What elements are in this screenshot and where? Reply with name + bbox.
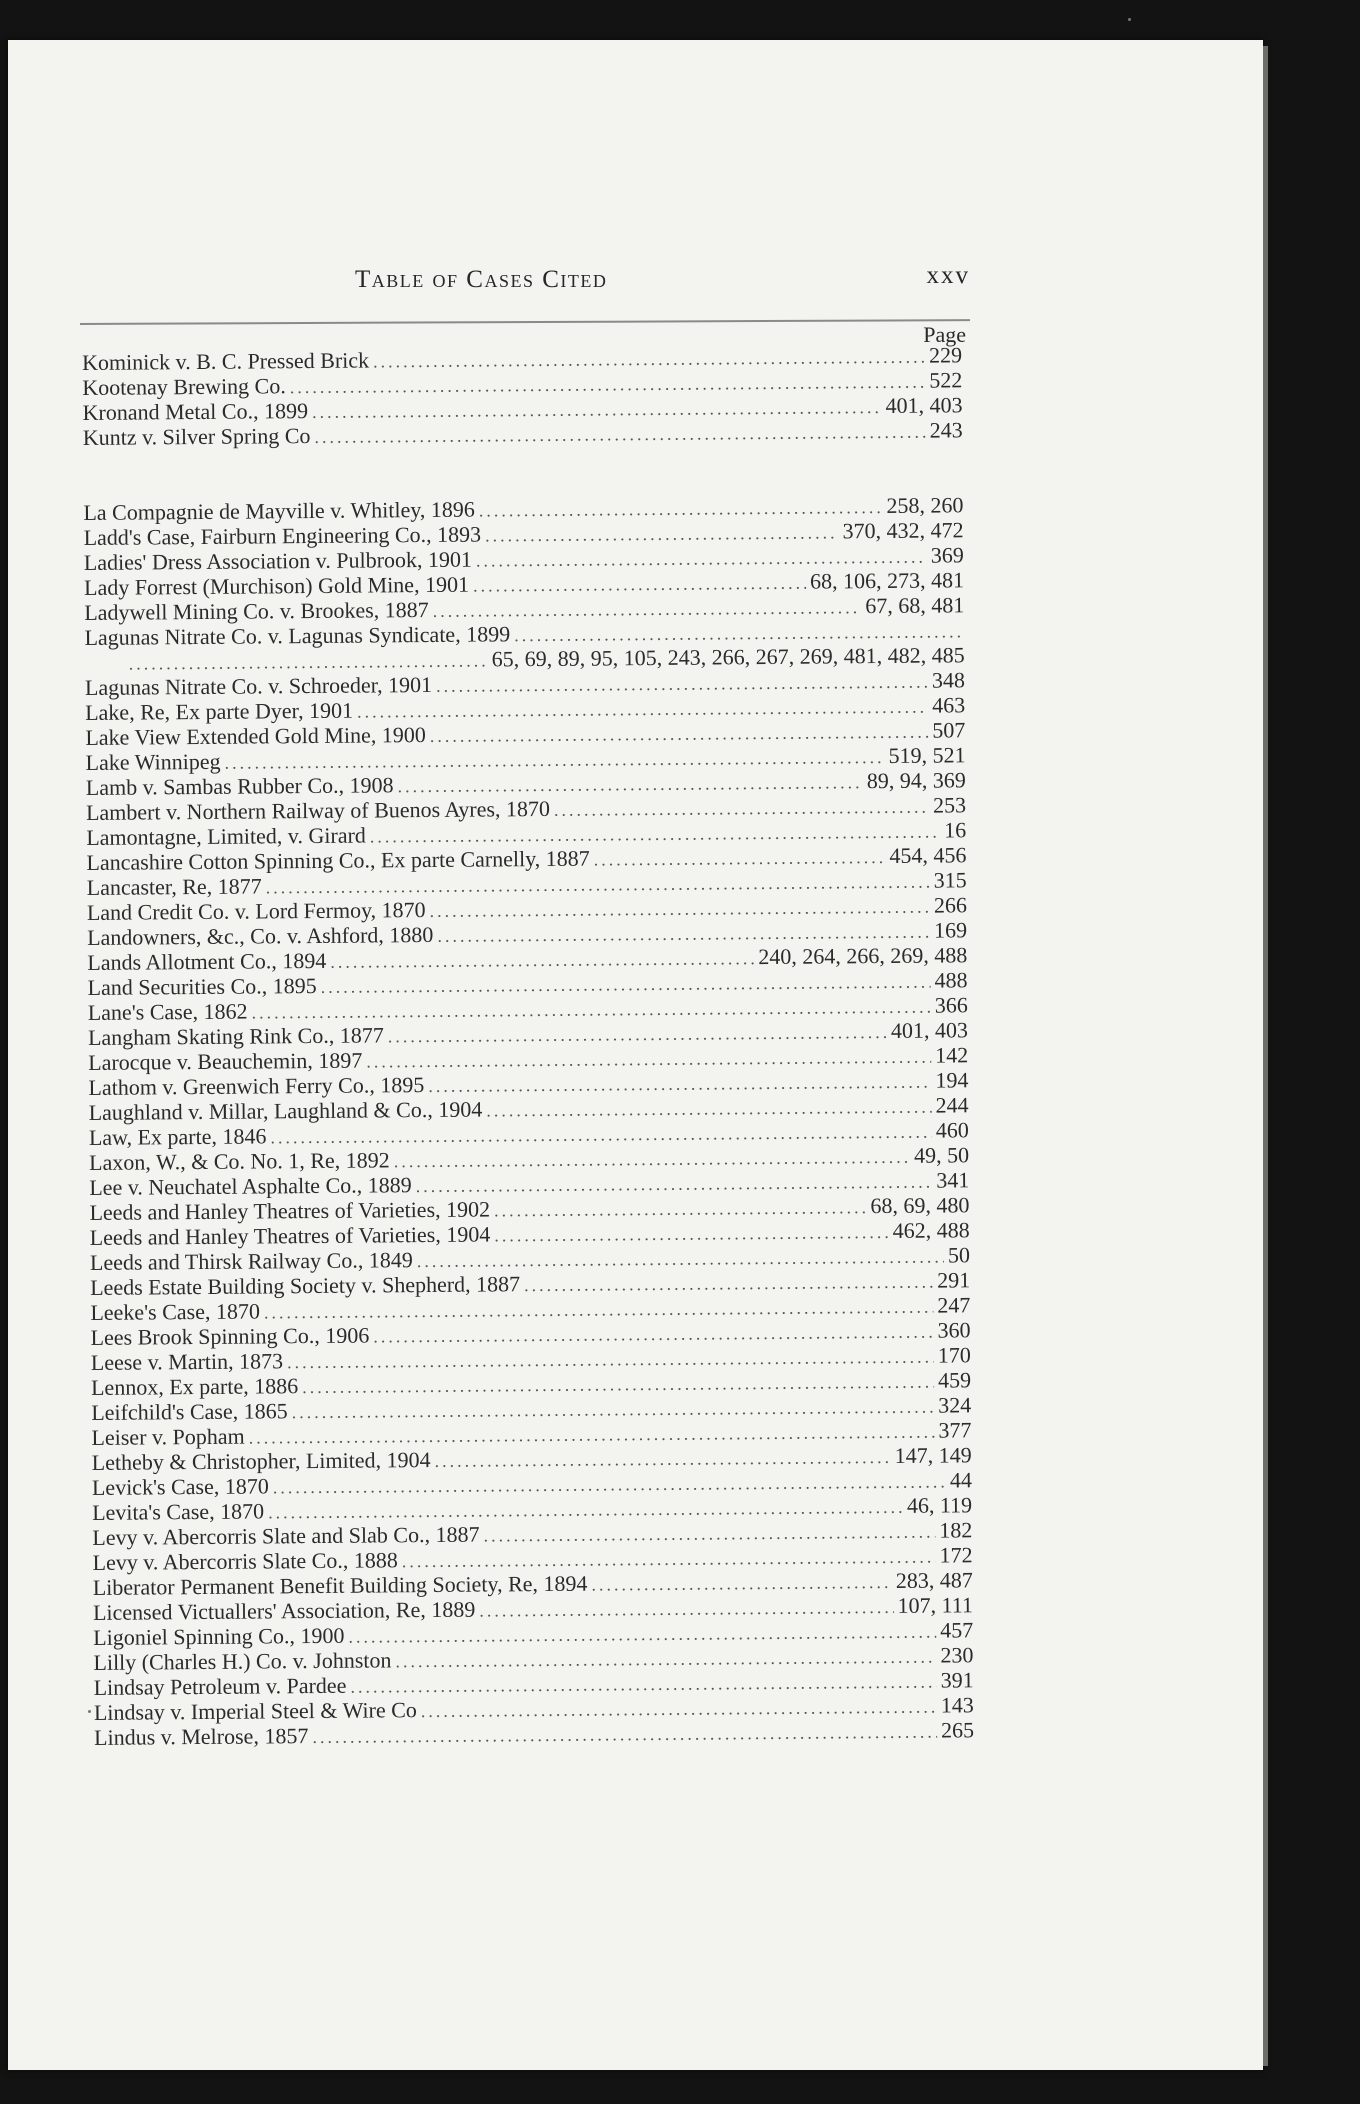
case-pages: 44 [949, 1467, 973, 1493]
case-pages: 147, 149 [894, 1442, 972, 1468]
dot-leader [314, 420, 925, 450]
case-name: Ligoniel Spinning Co., 1900 [93, 1622, 345, 1650]
case-name: Lennox, Ex parte, 1886 [90, 1373, 299, 1400]
dot-leader [494, 1220, 889, 1248]
case-pages: 170 [937, 1342, 971, 1368]
case-pages: 247 [937, 1292, 971, 1318]
case-pages: 463 [932, 692, 966, 718]
case-name: Kronand Metal Co., 1899 [82, 398, 309, 425]
case-pages: 348 [931, 667, 966, 693]
case-pages: 366 [934, 992, 968, 1018]
case-name: Lindus v. Melrose, 1857 [93, 1723, 309, 1750]
case-pages: 229 [928, 342, 963, 368]
case-name: Lane's Case, 1862 [87, 998, 248, 1025]
case-pages: 143 [940, 1692, 974, 1718]
case-name: Leeke's Case, 1870 [90, 1298, 261, 1325]
case-name: Lake Winnipeg [85, 748, 221, 775]
case-name: Lancashire Cotton Spinning Co., Ex parte Carnelly, 1887 [86, 845, 590, 875]
case-pages: 49, 50 [913, 1142, 970, 1168]
case-pages: 68, 69, 480 [870, 1192, 970, 1219]
case-name: Leifchild's Case, 1865 [91, 1398, 288, 1425]
case-name: Larocque v. Beauchemin, 1897 [88, 1047, 363, 1075]
case-name: Lathom v. Greenwich Ferry Co., 1895 [88, 1072, 425, 1100]
case-name: Lamontagne, Limited, v. Girard [86, 822, 366, 850]
case-pages: 172 [939, 1542, 973, 1568]
case-name: Langham Skating Rink Co., 1877 [87, 1022, 384, 1050]
case-name: Licensed Victuallers' Association, Re, 1889 [92, 1596, 476, 1625]
case-pages: 488 [934, 967, 968, 993]
entries-group-k [82, 342, 963, 450]
case-pages: 169 [933, 917, 968, 943]
case-pages: 401, 403 [890, 1017, 969, 1043]
case-name: Levy v. Abercorris Slate and Slab Co., 1887 [92, 1521, 480, 1550]
dot-leader [494, 1195, 867, 1223]
case-name: Land Securities Co., 1895 [87, 972, 317, 1000]
case-pages: 401, 403 [885, 392, 963, 418]
case-pages: 315 [933, 867, 967, 893]
case-pages: 370, 432, 472 [842, 517, 964, 544]
section-gap [83, 442, 963, 500]
case-name: Levita's Case, 1870 [92, 1498, 265, 1525]
case-name: Lady Forrest (Murchison) Gold Mine, 1901 [83, 571, 470, 600]
case-name: Lees Brook Spinning Co., 1906 [90, 1322, 370, 1350]
case-name: Land Credit Co. v. Lord Fermoy, 1870 [86, 897, 426, 925]
case-pages: 291 [937, 1267, 971, 1293]
case-pages: 391 [940, 1667, 974, 1693]
case-pages: 240, 264, 266, 269, 488 [758, 942, 968, 970]
case-name: Leeds Estate Building Society v. Shepherd, 1887 [90, 1271, 521, 1300]
case-pages: 258, 260 [886, 492, 964, 518]
dot-leader [433, 595, 862, 624]
case-name: Leese v. Martin, 1873 [90, 1348, 284, 1375]
case-name: Leiser v. Popham [91, 1423, 245, 1450]
dot-leader [486, 1095, 932, 1124]
scan-speck [88, 1710, 91, 1713]
case-pages: 360 [937, 1317, 971, 1343]
case-pages: 377 [938, 1417, 972, 1443]
case-name: Kominick v. B. C. Pressed Brick [82, 347, 370, 375]
case-name: Lambert v. Northern Railway of Buenos Ayres, 1870 [85, 795, 551, 825]
case-pages: 65, 69, 89, 95, 105, 243, 266, 267, 269, 481, 482, 485 [491, 642, 965, 672]
dot-leader [473, 571, 806, 599]
case-pages: 460 [935, 1117, 969, 1143]
cases-list [82, 342, 974, 1750]
dot-leader [479, 1595, 894, 1624]
case-name: Ladies' Dress Association v. Pulbrook, 1901 [83, 546, 473, 575]
case-name: Lancaster, Re, 1877 [86, 873, 262, 900]
case-name: Laughland v. Millar, Laughland & Co., 1904 [88, 1096, 483, 1125]
case-name: Levy v. Abercorris Slate Co., 1888 [92, 1547, 398, 1575]
case-name: Lake, Re, Ex parte Dyer, 1901 [85, 697, 354, 725]
case-name: Lee v. Neuchatel Asphalte Co., 1889 [89, 1172, 412, 1200]
page-number: xxv [926, 262, 970, 289]
case-name: Leeds and Hanley Theatres of Varieties, 1904 [89, 1221, 491, 1250]
dot-leader [485, 520, 839, 548]
running-title: Table of Cases Cited [355, 266, 608, 293]
case-pages: 46, 119 [906, 1492, 973, 1518]
case-pages: 457 [940, 1617, 974, 1643]
dot-leader [591, 1570, 892, 1598]
case-name: Letheby & Christopher, Limited, 1904 [91, 1447, 431, 1475]
case-pages: 68, 106, 273, 481 [809, 567, 965, 594]
case-pages: 67, 68, 481 [865, 592, 965, 619]
case-name: Lagunas Nitrate Co. v. Lagunas Syndicate, 1899 [84, 621, 511, 650]
dot-leader [594, 845, 886, 873]
case-pages: 519, 521 [888, 742, 966, 768]
case-name: Leeds and Hanley Theatres of Varieties, 1902 [89, 1196, 491, 1225]
case-pages: 459 [937, 1367, 972, 1393]
page-header [80, 262, 970, 302]
dot-leader [330, 946, 754, 975]
case-name: Laxon, W., & Co. No. 1, Re, 1892 [88, 1147, 390, 1175]
case-name: La Compagnie de Mayville v. Whitley, 1896 [83, 496, 475, 525]
case-name: Ladywell Mining Co. v. Brookes, 1887 [84, 596, 429, 625]
case-name: Lamb v. Sambas Rubber Co., 1908 [85, 772, 394, 800]
case-pages: 369 [930, 542, 964, 568]
case-pages: 265 [940, 1717, 975, 1743]
case-pages: 107, 111 [897, 1592, 974, 1618]
case-pages: 50 [947, 1242, 971, 1268]
case-pages: 266 [933, 892, 967, 918]
case-name: Ladd's Case, Fairburn Engineering Co., 1893 [83, 521, 482, 550]
case-name: Kootenay Brewing Co. [82, 373, 286, 400]
case-name: Lands Allotment Co., 1894 [87, 947, 327, 975]
case-pages: 507 [932, 717, 966, 743]
case-pages: 454, 456 [889, 842, 967, 868]
case-name: Levick's Case, 1870 [91, 1473, 269, 1500]
case-pages: 230 [940, 1642, 974, 1668]
dot-leader [524, 1270, 933, 1299]
case-name: Leeds and Thirsk Railway Co., 1849 [89, 1247, 413, 1275]
case-pages: 324 [938, 1392, 972, 1418]
case-name: Liberator Permanent Benefit Building Society, Re, 1894 [92, 1570, 588, 1600]
case-name: Landowners, &c., Co. v. Ashford, 1880 [87, 921, 434, 950]
dot-leader [554, 795, 929, 823]
case-name: Lilly (Charles H.) Co. v. Johnston [93, 1647, 392, 1675]
case-pages: 283, 487 [895, 1567, 973, 1593]
case-pages: 16 [944, 817, 967, 843]
page-column-label: Page [923, 322, 966, 347]
dot-leader [479, 495, 883, 524]
case-name: Law, Ex parte, 1846 [88, 1123, 267, 1150]
case-pages: 462, 488 [892, 1217, 970, 1243]
case-pages: 243 [929, 417, 963, 443]
case-pages: 89, 94, 369 [866, 767, 966, 794]
case-pages: 522 [929, 367, 963, 393]
scan-speck [1128, 18, 1131, 21]
page-edge [1263, 46, 1268, 2066]
case-pages: 244 [935, 1092, 969, 1118]
case-pages: 253 [932, 792, 967, 818]
case-pages: 341 [936, 1167, 970, 1193]
case-name: Lindsay v. Imperial Steel & Wire Co [93, 1697, 417, 1725]
case-name: Lindsay Petroleum v. Pardee [93, 1672, 347, 1700]
case-pages: 142 [935, 1042, 969, 1068]
case-pages: 182 [939, 1517, 973, 1543]
case-name: Kuntz v. Silver Spring Co [82, 423, 311, 450]
case-name: Lagunas Nitrate Co. v. Schroeder, 1901 [84, 671, 433, 700]
case-name: Lake View Extended Gold Mine, 1900 [85, 722, 426, 750]
case-pages: 194 [935, 1067, 969, 1093]
entries-group-l [83, 492, 974, 1750]
